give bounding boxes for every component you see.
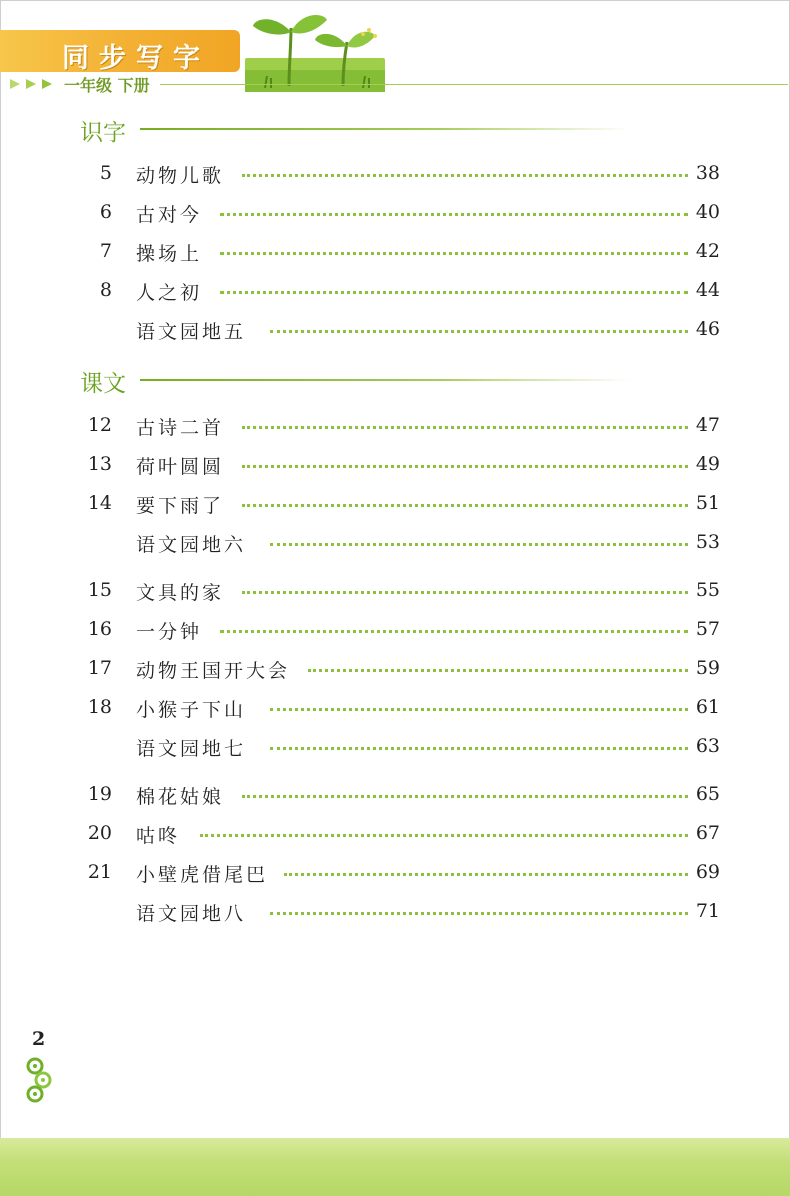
dot-leader bbox=[270, 708, 688, 711]
lesson-title: 古诗二首 bbox=[136, 417, 225, 439]
dot-leader bbox=[242, 591, 688, 594]
dot-leader bbox=[242, 504, 688, 507]
page-ref: 44 bbox=[695, 279, 720, 301]
page-number: 2 bbox=[32, 1028, 46, 1050]
lesson-title: 荷叶圆圆 bbox=[136, 456, 225, 478]
page-ref: 69 bbox=[695, 861, 720, 883]
dot-leader bbox=[270, 330, 688, 333]
lesson-number: 21 bbox=[87, 861, 112, 883]
lesson-title: 人之初 bbox=[136, 282, 203, 304]
lesson-number: 15 bbox=[87, 579, 112, 601]
page-ref: 63 bbox=[695, 735, 720, 757]
lesson-number: 13 bbox=[87, 453, 112, 475]
toc-entry[interactable] bbox=[0, 779, 790, 809]
lesson-number: 17 bbox=[87, 657, 112, 679]
dot-leader bbox=[270, 747, 688, 750]
toc-entry[interactable] bbox=[0, 692, 790, 722]
lesson-title: 动物儿歌 bbox=[136, 165, 225, 187]
toc-entry[interactable] bbox=[0, 818, 790, 848]
page-ref: 38 bbox=[695, 162, 720, 184]
lesson-title: 一分钟 bbox=[136, 621, 203, 643]
sprout-illustration bbox=[245, 6, 385, 92]
dot-leader bbox=[242, 174, 688, 177]
header-rule bbox=[160, 84, 788, 85]
page-ref: 46 bbox=[695, 318, 720, 340]
toc-entry[interactable] bbox=[0, 410, 790, 440]
lesson-title: 语文园地六 bbox=[136, 534, 247, 556]
page-ref: 61 bbox=[695, 696, 720, 718]
toc-entry[interactable] bbox=[0, 731, 790, 761]
page-ref: 71 bbox=[695, 900, 720, 922]
toc-entry[interactable] bbox=[0, 527, 790, 557]
dot-leader bbox=[220, 252, 688, 255]
toc-entry[interactable] bbox=[0, 857, 790, 887]
page-ref: 55 bbox=[695, 579, 720, 601]
lesson-title: 小猴子下山 bbox=[136, 699, 247, 721]
book-title: 同步写字 bbox=[62, 43, 210, 74]
grade-label: 一年级 下册 bbox=[64, 76, 150, 95]
page-ref: 53 bbox=[695, 531, 720, 553]
page-ref: 49 bbox=[695, 453, 720, 475]
lesson-number: 20 bbox=[87, 822, 112, 844]
toc-entry[interactable] bbox=[0, 275, 790, 305]
page-ref: 67 bbox=[695, 822, 720, 844]
lesson-number: 8 bbox=[99, 279, 112, 301]
page-ref: 59 bbox=[695, 657, 720, 679]
toc-entry[interactable] bbox=[0, 314, 790, 344]
lesson-title: 棉花姑娘 bbox=[136, 786, 225, 808]
page-ref: 42 bbox=[695, 240, 720, 262]
section-heading-kewen: 课文 bbox=[80, 371, 126, 397]
dot-leader bbox=[220, 630, 688, 633]
toc-entry[interactable] bbox=[0, 488, 790, 518]
lesson-title: 小壁虎借尾巴 bbox=[136, 864, 269, 886]
dot-leader bbox=[270, 912, 688, 915]
page-ref: 51 bbox=[695, 492, 720, 514]
dot-leader bbox=[270, 543, 688, 546]
toc-entry[interactable] bbox=[0, 236, 790, 266]
lesson-title: 语文园地五 bbox=[136, 321, 247, 343]
dot-leader bbox=[220, 213, 688, 216]
toc-entry[interactable] bbox=[0, 653, 790, 683]
leaf-ornament-icon bbox=[26, 1056, 52, 1106]
lesson-number: 7 bbox=[99, 240, 112, 262]
lesson-title: 语文园地七 bbox=[136, 738, 247, 760]
lesson-title: 要下雨了 bbox=[136, 495, 225, 517]
section-rule bbox=[140, 128, 630, 130]
toc-entry[interactable] bbox=[0, 896, 790, 926]
page-ref: 47 bbox=[695, 414, 720, 436]
dot-leader bbox=[200, 834, 688, 837]
dot-leader bbox=[220, 291, 688, 294]
lesson-title: 古对今 bbox=[136, 204, 203, 226]
dot-leader bbox=[242, 426, 688, 429]
lesson-number: 19 bbox=[87, 783, 112, 805]
toc-entry[interactable] bbox=[0, 575, 790, 605]
lesson-title: 操场上 bbox=[136, 243, 203, 265]
toc-entry[interactable] bbox=[0, 449, 790, 479]
toc-entry[interactable] bbox=[0, 197, 790, 227]
page-ref: 57 bbox=[695, 618, 720, 640]
page-ref: 65 bbox=[695, 783, 720, 805]
lesson-title: 咕咚 bbox=[136, 825, 181, 847]
toc-entry[interactable] bbox=[0, 158, 790, 188]
footer-band bbox=[0, 1138, 790, 1196]
dot-leader bbox=[242, 465, 688, 468]
lesson-title: 语文园地八 bbox=[136, 903, 247, 925]
toc-entry[interactable] bbox=[0, 614, 790, 644]
section-rule bbox=[140, 379, 630, 381]
lesson-title: 动物王国开大会 bbox=[136, 660, 291, 682]
lesson-number: 18 bbox=[87, 696, 112, 718]
lesson-title: 文具的家 bbox=[136, 582, 225, 604]
arrow-decoration-icon bbox=[8, 76, 58, 92]
page-ref: 40 bbox=[695, 201, 720, 223]
lesson-number: 16 bbox=[87, 618, 112, 640]
dot-leader bbox=[284, 873, 688, 876]
lesson-number: 12 bbox=[87, 414, 112, 436]
lesson-number: 5 bbox=[99, 162, 112, 184]
lesson-number: 14 bbox=[87, 492, 112, 514]
dot-leader bbox=[242, 795, 688, 798]
section-heading-shizi: 识字 bbox=[80, 120, 126, 146]
lesson-number: 6 bbox=[99, 201, 112, 223]
dot-leader bbox=[308, 669, 688, 672]
